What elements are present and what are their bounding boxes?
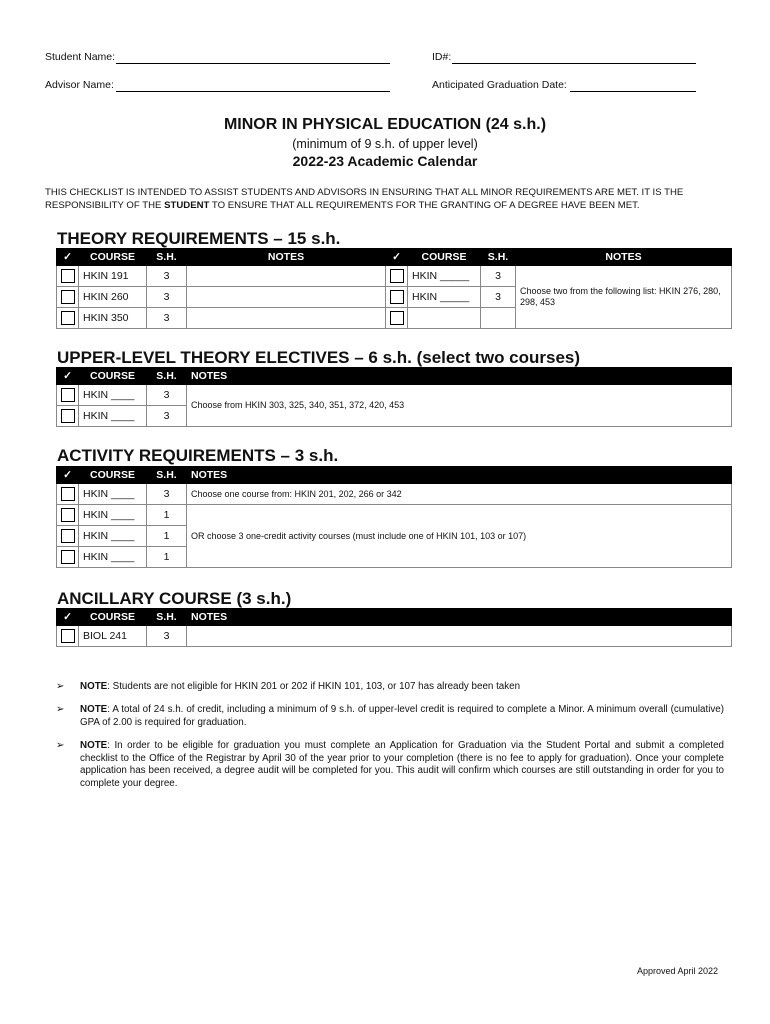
sh-cell: 3: [147, 385, 187, 406]
student-name-label: Student Name:: [45, 51, 116, 63]
course-cell[interactable]: [408, 308, 481, 329]
note-text: : Students are not eligible for HKIN 201 or 202 if HKIN 101, 103, or 107 has already been taken: [107, 681, 521, 692]
advisor-name-label: Advisor Name:: [45, 79, 114, 91]
activity-note-1: Choose one course from: HKIN 201, 202, 266 or 342: [187, 484, 732, 505]
intro-text-2: TO ENSURE THAT ALL REQUIREMENTS FOR THE GRANTING OF A DEGREE HAVE BEEN MET.: [209, 200, 640, 211]
sh-cell: [481, 308, 516, 329]
note-item: [56, 740, 724, 790]
course-header: COURSE: [79, 609, 147, 626]
sh-header: S.H.: [147, 467, 187, 484]
course-checkbox[interactable]: [390, 311, 404, 325]
sh-header: S.H.: [147, 249, 187, 266]
sh-cell: 3: [481, 287, 516, 308]
table-row: [57, 266, 732, 287]
course-cell[interactable]: HKIN _____: [408, 287, 481, 308]
note-item: [56, 704, 724, 729]
upper-header-row: [57, 368, 732, 385]
intro-text-1: THIS CHECKLIST IS INTENDED TO ASSIST STUDENTS AND ADVISORS IN ENSURING THAT ALL MINOR REQUIREMENTS ARE MET. IT IS THE RESPONSIBILITY OF THE: [45, 187, 684, 211]
ancillary-table: [56, 608, 732, 647]
graduation-date-label: Anticipated Graduation Date:: [432, 79, 567, 91]
theory-header-row: [57, 249, 732, 266]
sh-header: S.H.: [481, 249, 516, 266]
notes-header: NOTES: [516, 249, 732, 266]
course-cell: HKIN 350: [79, 308, 147, 329]
id-field[interactable]: [452, 63, 696, 64]
sh-cell: 3: [481, 266, 516, 287]
activity-note-2: OR choose 3 one-credit activity courses (must include one of HKIN 101, 103 or 107): [187, 505, 732, 568]
course-checkbox[interactable]: [61, 311, 75, 325]
graduation-date-field[interactable]: [570, 91, 696, 92]
note-label: NOTE: [80, 681, 108, 692]
activity-heading: ACTIVITY REQUIREMENTS – 3 s.h.: [57, 446, 339, 465]
course-cell[interactable]: HKIN ____: [79, 385, 147, 406]
course-header: COURSE: [79, 467, 147, 484]
sh-header: S.H.: [147, 609, 187, 626]
course-header: COURSE: [408, 249, 481, 266]
course-checkbox[interactable]: [390, 290, 404, 304]
sh-cell: 1: [147, 547, 187, 568]
check-header: ✓: [57, 368, 79, 385]
advisor-name-field[interactable]: [116, 91, 390, 92]
sh-cell: 1: [147, 505, 187, 526]
course-cell[interactable]: HKIN ____: [79, 547, 147, 568]
theory-table: [56, 248, 732, 329]
course-cell[interactable]: HKIN _____: [408, 266, 481, 287]
sh-cell: 3: [147, 406, 187, 427]
sh-cell: 3: [147, 308, 187, 329]
notes-header: NOTES: [187, 249, 386, 266]
theory-elective-note: Choose two from the following list: HKIN 276, 280, 298, 453: [516, 266, 732, 329]
table-row: [57, 385, 732, 406]
page-title: MINOR IN PHYSICAL EDUCATION (24 s.h.): [223, 116, 547, 133]
course-checkbox[interactable]: [61, 487, 75, 501]
course-cell[interactable]: HKIN ____: [79, 526, 147, 547]
check-header: ✓: [57, 249, 79, 266]
student-name-field[interactable]: [116, 63, 390, 64]
academic-calendar: 2022-23 Academic Calendar: [292, 153, 478, 169]
course-cell: BIOL 241: [79, 626, 147, 647]
activity-table: [56, 466, 732, 568]
id-label: ID#:: [432, 51, 452, 63]
sh-cell: 1: [147, 526, 187, 547]
notes-header: NOTES: [187, 467, 732, 484]
theory-heading: THEORY REQUIREMENTS – 15 s.h.: [57, 229, 341, 248]
upper-level-note: Choose from HKIN 303, 325, 340, 351, 372, 420, 453: [187, 385, 732, 427]
course-header: COURSE: [79, 368, 147, 385]
activity-header-row: [57, 467, 732, 484]
course-checkbox[interactable]: [61, 269, 75, 283]
course-cell[interactable]: HKIN ____: [79, 484, 147, 505]
course-checkbox[interactable]: [390, 269, 404, 283]
notes-cell[interactable]: [187, 626, 732, 647]
course-checkbox[interactable]: [61, 629, 75, 643]
arrow-bullet-icon: ➢: [56, 681, 65, 692]
note-text: : In order to be eligible for graduation you must complete an Application for Graduation via the Student Portal and submit a completed checklist to the Office of the Registrar by April 30 of the year prior to your completion (there is no fee to apply for graduation). Once your complete application has been received, a degree audit will be completed for you. This audit will confirm which courses are still outstanding in order for you to complete your degree.: [80, 740, 724, 789]
sh-cell: 3: [147, 266, 187, 287]
table-row: [57, 505, 732, 526]
notes-header: NOTES: [187, 609, 732, 626]
course-checkbox[interactable]: [61, 508, 75, 522]
notes-header: NOTES: [187, 368, 732, 385]
course-cell[interactable]: HKIN ____: [79, 505, 147, 526]
check-header: ✓: [57, 467, 79, 484]
sh-cell: 3: [147, 287, 187, 308]
course-checkbox[interactable]: [61, 388, 75, 402]
notes-cell[interactable]: [187, 287, 386, 308]
ancillary-header-row: [57, 609, 732, 626]
sh-cell: 3: [147, 484, 187, 505]
check-header: ✓: [57, 609, 79, 626]
arrow-bullet-icon: ➢: [56, 704, 65, 715]
ancillary-heading: ANCILLARY COURSE (3 s.h.): [57, 589, 292, 608]
page-subtitle: (minimum of 9 s.h. of upper level): [292, 137, 478, 151]
table-row: [57, 484, 732, 505]
course-checkbox[interactable]: [61, 409, 75, 423]
notes-cell[interactable]: [187, 266, 386, 287]
course-header: COURSE: [79, 249, 147, 266]
note-item: [56, 681, 724, 694]
course-cell[interactable]: HKIN ____: [79, 406, 147, 427]
intro-paragraph: [45, 186, 735, 212]
note-label: NOTE: [80, 740, 108, 751]
approval-date: Approved April 2022: [636, 966, 718, 976]
course-cell: HKIN 191: [79, 266, 147, 287]
check-header: ✓: [386, 249, 408, 266]
upper-level-heading: UPPER-LEVEL THEORY ELECTIVES – 6 s.h. (select two courses): [57, 348, 581, 367]
table-row: [57, 626, 732, 647]
course-checkbox[interactable]: [61, 290, 75, 304]
intro-bold: STUDENT: [164, 200, 210, 211]
course-cell: HKIN 260: [79, 287, 147, 308]
arrow-bullet-icon: ➢: [56, 740, 65, 751]
course-checkbox[interactable]: [61, 550, 75, 564]
upper-level-table: [56, 367, 732, 427]
notes-cell[interactable]: [187, 308, 386, 329]
sh-cell: 3: [147, 626, 187, 647]
sh-header: S.H.: [147, 368, 187, 385]
note-text: : A total of 24 s.h. of credit, including a minimum of 9 s.h. of upper-level credit is required to complete a Minor. A minimum overall (cumulative) GPA of 2.00 is required for graduation.: [80, 704, 724, 728]
note-label: NOTE: [80, 704, 108, 715]
course-checkbox[interactable]: [61, 529, 75, 543]
